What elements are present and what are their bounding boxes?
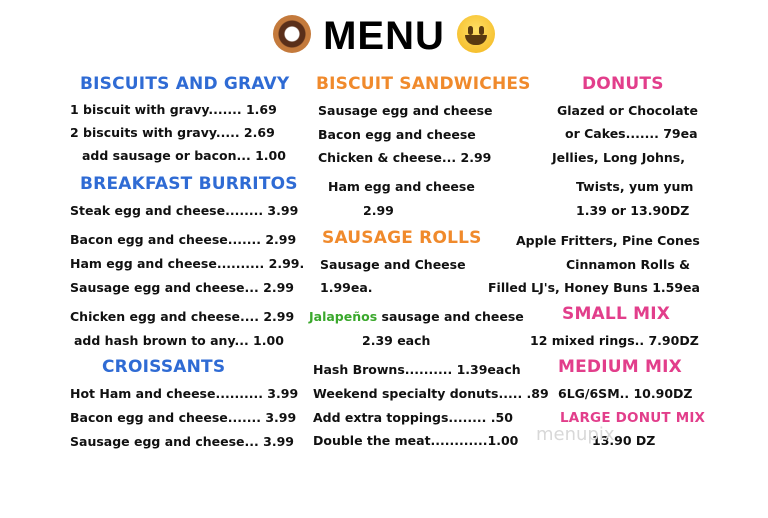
medium-mix-heading: MEDIUM MIX [558, 357, 682, 377]
croissants-heading: CROISSANTS [102, 357, 226, 377]
menu-item: Hot Ham and cheese.......... 3.99 [70, 386, 299, 401]
breakfast-burritos-heading: BREAKFAST BURRITOS [80, 174, 298, 194]
menu-item: Add extra toppings........ .50 [313, 410, 513, 425]
menu-item-price: 1.99ea. [320, 280, 373, 295]
menu-item: Filled LJ's, Honey Buns 1.59ea [488, 280, 700, 295]
menu-item: add hash brown to any... 1.00 [74, 333, 284, 348]
jalapenos-rest: sausage and cheese [377, 309, 524, 324]
menu-item: Twists, yum yum [576, 179, 694, 194]
biscuit-sandwiches-heading: BISCUIT SANDWICHES [316, 74, 531, 94]
menu-item: Apple Fritters, Pine Cones [516, 233, 700, 248]
menu-item-price: 1.39 or 13.90DZ [576, 203, 690, 218]
large-donut-mix-heading: LARGE DONUT MIX [560, 410, 706, 426]
menu-item: Bacon egg and cheese....... 3.99 [70, 410, 297, 425]
menu-item: Jellies, Long Johns, [552, 150, 685, 165]
menu-item: Steak egg and cheese........ 3.99 [70, 203, 299, 218]
menu-item: 1 biscuit with gravy....... 1.69 [70, 102, 277, 117]
sausage-rolls-heading: SAUSAGE ROLLS [322, 228, 482, 248]
menu-item: Ham egg and cheese [328, 179, 475, 194]
menu-item: Double the meat............1.00 [313, 433, 519, 448]
watermark: menupix [536, 424, 615, 445]
menu-item: 2 biscuits with gravy..... 2.69 [70, 125, 275, 140]
menu-item: 6LG/6SM.. 10.90DZ [558, 386, 693, 401]
biscuits-gravy-heading: BISCUITS AND GRAVY [80, 74, 290, 94]
menu-item: Sausage egg and cheese... 2.99 [70, 280, 294, 295]
menu-item: Chicken egg and cheese.... 2.99 [70, 309, 295, 324]
menu-title-row [0, 14, 768, 59]
menu-item: or Cakes....... 79ea [565, 126, 698, 141]
menu-item: Hash Browns.......... 1.39each [313, 362, 521, 377]
menu-item-price: 2.39 each [362, 333, 431, 348]
menu-item: Bacon egg and cheese [318, 127, 476, 142]
menu-item-price: 13.90 DZ [592, 433, 656, 448]
menu-item: Sausage egg and cheese... 3.99 [70, 434, 294, 449]
menu-item: Weekend specialty donuts..... .89 [313, 386, 549, 401]
menu-item: Cinnamon Rolls & [566, 257, 691, 272]
menu-item: Ham egg and cheese.......... 2.99. [70, 256, 305, 271]
small-mix-heading: SMALL MIX [562, 304, 671, 324]
jalapenos-word: Jalapeños [309, 309, 378, 324]
jalapenos-line [309, 309, 524, 324]
menu-item: Bacon egg and cheese....... 2.99 [70, 232, 297, 247]
menu-item: 12 mixed rings.. 7.90DZ [530, 333, 699, 348]
menu-item-price: 2.99 [363, 203, 394, 218]
menu-item: add sausage or bacon... 1.00 [82, 148, 286, 163]
donuts-heading: DONUTS [582, 74, 664, 94]
donut-icon [273, 15, 311, 53]
menu-item: Sausage and Cheese [320, 257, 466, 272]
menu-item: Sausage egg and cheese [318, 103, 493, 118]
menu-item: Chicken & cheese... 2.99 [318, 150, 492, 165]
smiley-icon [457, 15, 495, 53]
page-title: MENU [323, 14, 445, 58]
menu-item: Glazed or Chocolate [557, 103, 698, 118]
